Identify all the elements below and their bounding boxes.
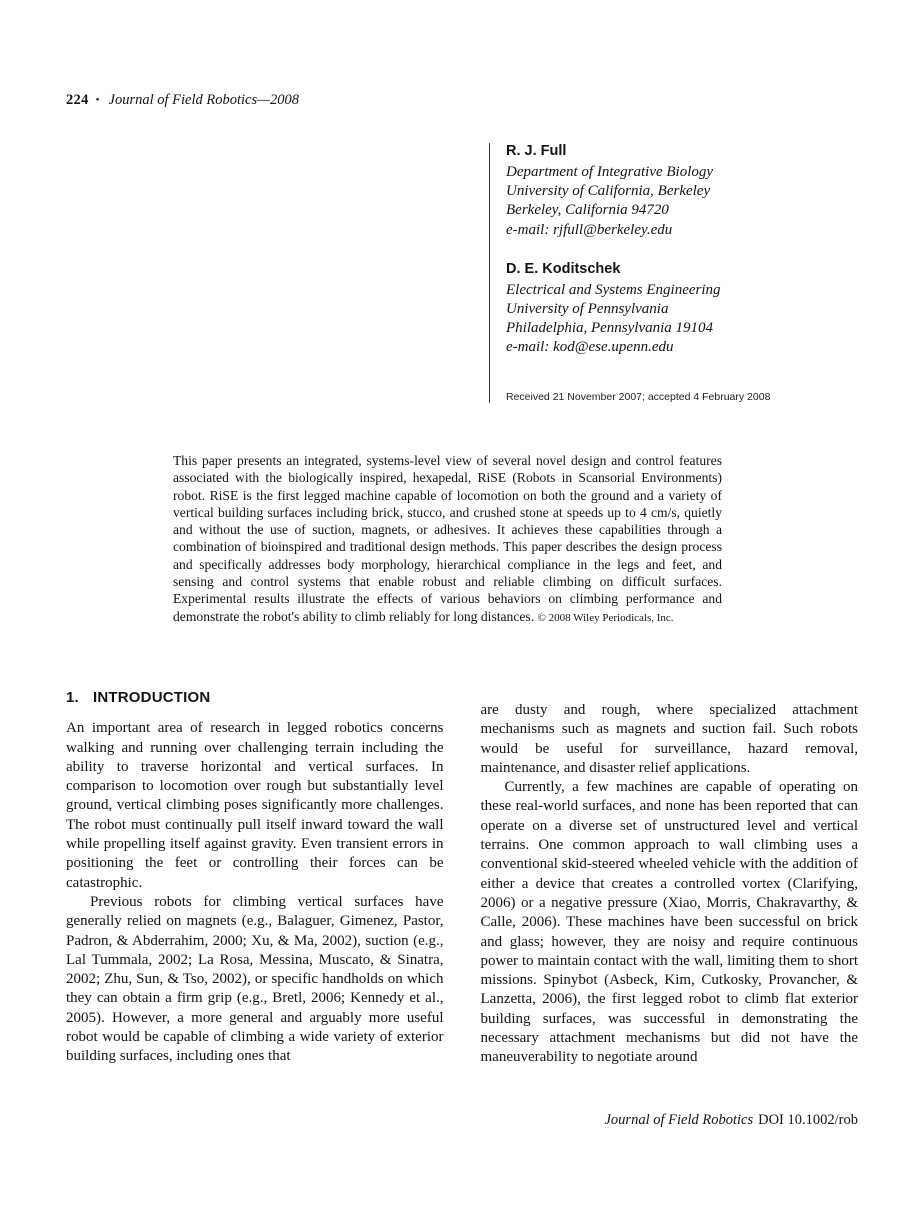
paragraph: Previous robots for climbing vertical surfaces have generally relied on magnets (e.g., Balaguer, Gimenez, Pastor, Padron, & Abderrahim, 2000; Xu, & Ma, 2002), suction (e.g., Lal Tummala, 2002; La Rosa, Messina, Muscato, & Sinatra, 2002; Zhu, Sun, & Tso, 2002), or specific handholds on which they can obtain a firm grip (e.g., Bretl, 2006; Kennedy et al., 2005). However, a more general and arguably more useful robot would be capable of climbing a wide variety of exterior building surfaces, including ones that (66, 893, 444, 1065)
page-number: 224 (66, 92, 89, 108)
footer-doi: DOI 10.1002/rob (758, 1112, 858, 1128)
author-block (489, 143, 771, 403)
received-accepted-note: Received 21 November 2007; accepted 4 February 2008 (506, 390, 771, 403)
author-email-line: e-mail: rjfull@berkeley.edu (506, 221, 673, 238)
paragraph: are dusty and rough, where specialized attachment mechanisms such as magnets and suction fail. Such robots would be useful for surveillance, hazard removal, maintenance, and disaster relief applications. (480, 702, 858, 776)
copyright-notice: © 2008 Wiley Periodicals, Inc. (537, 611, 674, 624)
author-email-line: e-mail: kod@ese.upenn.edu (506, 339, 674, 356)
author-affiliation-line: Electrical and Systems Engineering (506, 281, 721, 298)
author-name-full: R. J. Full (506, 143, 567, 159)
author-name-koditschek: D. E. Koditschek (506, 260, 621, 277)
abstract-paragraph (173, 452, 722, 627)
paragraph: An important area of research in legged robotics concerns walking and running over challenging terrain including the ability to traverse horizontal and vertical surfaces. In comparison to locomotion over rough but substantially level ground, vertical climbing poses significantly more challenges. The robot must continually pull itself inward toward the wall while propelling itself against gravity. Even transient errors in positioning the feet or controlling their forces can be catastrophic. (66, 720, 444, 891)
footer-journal-title: Journal of Field Robotics (604, 1112, 754, 1128)
section-title: INTRODUCTION (93, 689, 211, 706)
header-bullet: • (95, 94, 100, 106)
running-head-journal-title: Journal of Field Robotics—2008 (108, 92, 300, 108)
author-affiliation-line: Department of Integrative Biology (506, 164, 714, 180)
body-right-column (481, 688, 859, 1068)
page-footer (605, 1112, 859, 1129)
body-columns (66, 688, 858, 1068)
author-affiliation-line: University of California, Berkeley (506, 183, 711, 200)
section-number: 1. (66, 689, 79, 706)
author-group-koditschek (506, 261, 768, 358)
running-head (66, 92, 299, 109)
author-group-full (506, 143, 768, 240)
body-left-column (66, 688, 444, 1068)
author-affiliation-line: Berkeley, California 94720 (506, 202, 669, 219)
abstract-text: This paper presents an integrated, systems-level view of several novel design and control features associated with the biologically inspired, hexapedal, RiSE (Robots in Scansorial Environments) robot. RiSE is the first legged machine capable of locomotion on both the ground and a variety of vertical building surfaces including brick, stucco, and crushed stone at speeds up to 4 cm/s, quietly and without the use of suction, magnets, or adhesives. It achieves these capabilities through a combination of bioinspired and traditional design methods. This paper describes the design process and specifically addresses body morphology, hierarchical compliance in the legs and feet, and sensing and control systems that enable robust and reliable climbing on difficult surfaces. Experimental results illustrate the effects of various behaviors on climbing performance and demonstrate the robot's ability to climb reliably for long distances. (173, 453, 722, 624)
paragraph: Currently, a few machines are capable of operating on these real-world surfaces, and none has been reported that can operate on a diverse set of unstructured level and vertical terrains. One common approach to wall climbing uses a conventional skid-steered wheeled vehicle with the addition of either a device that creates a controlled vortex (Clarifying, 2006) or a negative pressure (Xiao, Morris, Chakravarthy, & Calle, 2006). These machines have been successful on brick and glass; however, they are noisy and require continuous power to maintain contact with the wall, limiting them to short missions. Spinybot (Asbeck, Kim, Cutkosky, Provancher, & Lanzetta, 2006), the first legged robot to climb flat exterior building surfaces, was successful in demonstrating the necessary attachment mechanisms but did not have the maneuverability to negotiate around (480, 779, 858, 1066)
author-affiliation-line: University of Pennsylvania (506, 301, 669, 318)
author-affiliation-line: Philadelphia, Pennsylvania 19104 (506, 320, 714, 337)
section-heading-introduction (66, 688, 444, 707)
